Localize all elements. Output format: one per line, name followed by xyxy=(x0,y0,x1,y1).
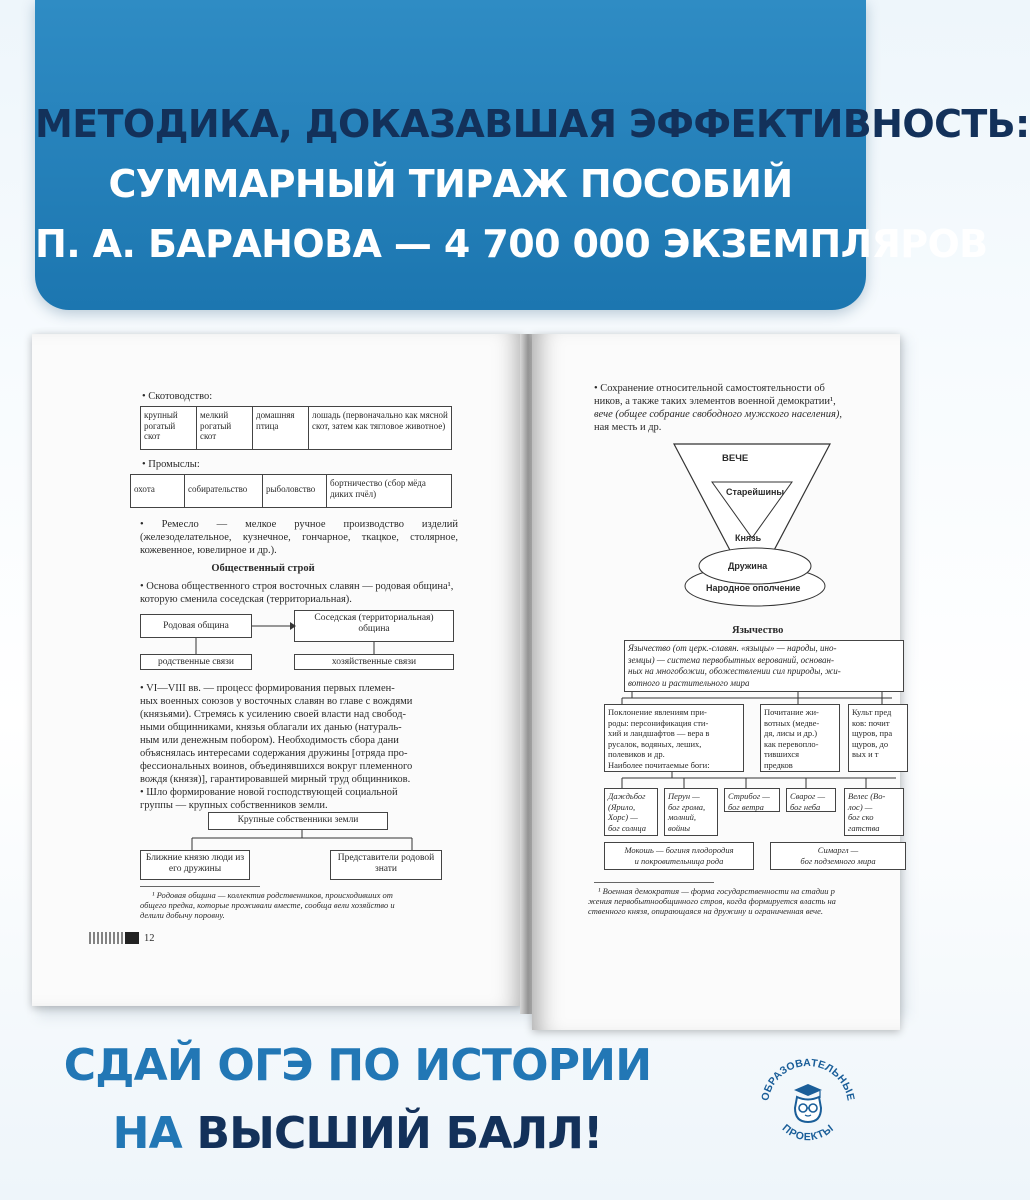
text-line: Велес (Во- xyxy=(848,791,886,801)
pyramid-label-prince: Князь xyxy=(735,533,762,543)
text-line: Наиболее почитаемые боги: xyxy=(608,759,710,770)
crafts-cell: бортничество (сбор мёда диких пчёл) xyxy=(330,478,426,499)
text-line: бог солнца xyxy=(608,822,646,833)
pyramid-label-elders: Старейшины xyxy=(726,487,785,497)
text-line: вотного и растительного мира xyxy=(628,677,750,688)
cattle-table xyxy=(140,406,452,450)
text-line: Почитание жи- xyxy=(764,707,819,717)
cattle-cell: домашняя птица xyxy=(253,407,309,449)
text-line: • Шло формирование новой господствующей социальной xyxy=(140,787,398,798)
banner-headline-1: МЕТОДИКА, ДОКАЗАВШАЯ ЭФФЕКТИВНОСТЬ: xyxy=(35,102,1030,146)
diagram-box-clan-nobility: Представители родовой знати xyxy=(330,850,442,880)
text-line: • Сохранение относительной самостоятельности об xyxy=(594,383,825,394)
slogan-prefix: НА xyxy=(112,1108,197,1159)
footnote-line: общего предка, которые проживали вместе, сообща вели хозяйство и xyxy=(140,900,395,910)
section-title-paganism: Язычество xyxy=(732,625,784,636)
cattle-cell: крупный рогатый скот xyxy=(141,407,197,449)
header-banner xyxy=(35,0,1030,310)
barcode-stripe-icon xyxy=(88,932,140,944)
footnote-divider xyxy=(594,882,714,883)
text-line: вождя (князя)], гарантировавшей мирный труд общинников. xyxy=(140,774,411,785)
crafts-cell: собирательство xyxy=(185,475,263,507)
text-line: бог грома, xyxy=(668,801,706,812)
text-line: вече (общее собрание свободного мужского населения), xyxy=(594,409,842,420)
text-line: хий и ландшафтов — вера в xyxy=(608,728,710,738)
publisher-logo xyxy=(752,1050,864,1162)
text-line: как перевопло- xyxy=(764,738,819,749)
footnote-line: жения первобытнообщинного строя, когда формируется власть на xyxy=(588,896,836,906)
text-line: щуров, пра xyxy=(852,728,893,738)
ellipse-label-militia: Народное ополчение xyxy=(706,583,801,593)
footnote-line: делили добычу поровну. xyxy=(140,910,225,920)
god-box-perun xyxy=(664,788,718,836)
arrow-down-icon xyxy=(368,642,380,654)
text-line: группы — крупных собственников земли. xyxy=(140,800,328,811)
text-line: ным или денежным побором). Необходимость сбора дани xyxy=(140,735,399,746)
crafts-table xyxy=(130,474,452,508)
diagram-box-kinship: родственные связи xyxy=(140,654,252,670)
text-line: вых и т xyxy=(852,749,879,759)
text-line: тившихся xyxy=(764,749,800,759)
text-line: лос) — xyxy=(848,801,873,812)
animal-worship-box xyxy=(760,704,840,772)
army-ellipses xyxy=(680,546,830,610)
god-box-veles xyxy=(844,788,904,836)
diagram-box-clan-community: Родовая община xyxy=(140,614,252,638)
arrow-right-icon xyxy=(252,620,296,632)
text-line: бог ветра xyxy=(728,801,764,812)
text-line: ных на многобожии, обожествлении сил природы, жи- xyxy=(628,666,841,676)
slogan-line-2 xyxy=(0,1108,715,1159)
craft-paragraph: • Ремесло — мелкое ручное производство изделий (железоделательное, кузнечное, гончарное, ткацкое, столярное, кожевенное, ювелирное и др.). xyxy=(140,519,458,556)
text-line: русалок, водяных, леших, xyxy=(608,738,702,749)
svg-text:ПРОЕКТЫ xyxy=(780,1122,837,1143)
text-line: Культ пред xyxy=(852,707,892,717)
god-box-svarog xyxy=(786,788,836,812)
text-line: ными общинниками, князья облагали их данью (натураль- xyxy=(140,722,402,733)
footnote-line: ственного князя, опирающаяся на дружину и ограниченная вече. xyxy=(588,906,823,916)
text-line: дя, лисы и др.) xyxy=(764,728,818,738)
text-line: Мокошь — богиня плодородия xyxy=(624,845,734,855)
text-line: Хорс) — xyxy=(608,812,638,822)
text-line: (Ярило, xyxy=(608,801,636,812)
section-title-social: Общественный строй xyxy=(211,563,315,574)
cattle-heading: • Скотоводство: xyxy=(142,391,213,402)
text-line: ных военных союзов у восточных славян во главе с вождями xyxy=(140,696,413,707)
text-line: Перун — xyxy=(668,791,700,801)
diagram-box-landowners: Крупные собственники земли xyxy=(208,812,388,830)
diagram-connector xyxy=(592,677,902,704)
diagram-box-economic: хозяйственные связи xyxy=(294,654,454,670)
text-line: щуров, до xyxy=(852,738,889,749)
text-line: Язычество (от церк.-славян. «языцы» — народы, ино- xyxy=(628,643,837,653)
text-line: полевиков и др. xyxy=(608,749,665,759)
text-line: (князьями). Стремясь к усилению своей власти над свобод- xyxy=(140,709,406,720)
diagram-box-retinue: Ближние князю люди из его дружины xyxy=(140,850,250,880)
text-line: молний, xyxy=(668,812,697,822)
diagram-connector xyxy=(602,772,902,788)
text-line: бог неба xyxy=(790,801,821,812)
text-line: ная месть и др. xyxy=(594,422,662,433)
text-line: • VI—VIII вв. — процесс формирования первых племен- xyxy=(140,683,395,694)
banner-headline-3: П. А. БАРАНОВА — 4 700 000 ЭКЗЕМПЛЯРОВ xyxy=(35,222,988,266)
text-line: вотных (медве- xyxy=(764,717,820,728)
diagram-box-neighbor-community: Соседская (территориальная) община xyxy=(294,610,454,642)
text-line: фессиональных воинов, объединявшихся вокруг племенного xyxy=(140,761,413,772)
graduation-cat-icon xyxy=(794,1084,822,1122)
ancestor-cult-box xyxy=(848,704,908,772)
banner-headline-2: СУММАРНЫЙ ТИРАЖ ПОСОБИЙ xyxy=(108,162,793,206)
left-book-page xyxy=(32,334,524,1006)
god-box-simargl xyxy=(770,842,906,870)
pyramid-label-veche: ВЕЧЕ xyxy=(722,453,749,464)
text-line: земцы) — система первобытных верований, основан- xyxy=(628,654,834,665)
nature-worship-box xyxy=(604,704,744,772)
slogan-emphasis: ВЫСШИЙ БАЛЛ! xyxy=(196,1108,603,1159)
text-line: войны xyxy=(668,822,691,833)
logo-upper-text: ОБРАЗОВАТЕЛЬНЫЕ xyxy=(759,1056,857,1102)
text-line: объяснялась интересами содержания дружины [отряда про- xyxy=(140,748,408,759)
text-line: бог подземного мира xyxy=(800,856,876,866)
text-line: Стрибог — xyxy=(728,791,770,801)
text-line: ков: почит xyxy=(852,717,890,728)
text-line: ников, а также таких элементов военной демократии¹, xyxy=(594,396,836,407)
footnote-line: ¹ Родовая община — коллектив родственников, происходивших от xyxy=(152,890,393,900)
crafts-cell: рыболовство xyxy=(263,475,327,507)
cattle-cell: лошадь (первоначально как мясной скот, затем как тягловое животное) xyxy=(312,410,448,431)
text-line: роды: персонификация сти- xyxy=(608,717,709,728)
footnote-divider xyxy=(140,886,260,887)
ellipse-label-retinue: Дружина xyxy=(728,561,768,571)
goddess-box-mokosh xyxy=(604,842,754,870)
social-paragraph: • Основа общественного строя восточных славян — родовая община¹, которую сменила соседская (территориальная). xyxy=(140,581,454,605)
slogan-line-1: СДАЙ ОГЭ ПО ИСТОРИИ xyxy=(63,1040,652,1091)
arrow-down-icon xyxy=(190,638,202,654)
page-number: 12 xyxy=(144,933,155,944)
god-box-stribog xyxy=(724,788,780,812)
text-line: бог ско xyxy=(848,812,874,822)
text-line: Сварог — xyxy=(790,791,826,801)
diagram-connector xyxy=(132,830,452,852)
right-book-page xyxy=(532,334,900,1030)
crafts-cell: охота xyxy=(131,475,185,507)
text-line: Даждьбог xyxy=(608,791,646,801)
text-line: гатства xyxy=(848,822,880,833)
text-line: Симаргл — xyxy=(817,845,859,855)
god-box-dazhdbog xyxy=(604,788,658,836)
text-line: Поклонение явлениям при- xyxy=(608,707,707,717)
footnote-line: ¹ Военная демократия — форма государственности на стадии р xyxy=(598,886,835,896)
cattle-cell: мелкий рогатый скот xyxy=(197,407,253,449)
text-line: и покровительница рода xyxy=(634,856,724,866)
logo-lower-text: ПРОЕКТЫ xyxy=(779,1122,837,1144)
crafts-heading: • Промыслы: xyxy=(142,459,200,470)
text-line: предков xyxy=(764,759,793,770)
